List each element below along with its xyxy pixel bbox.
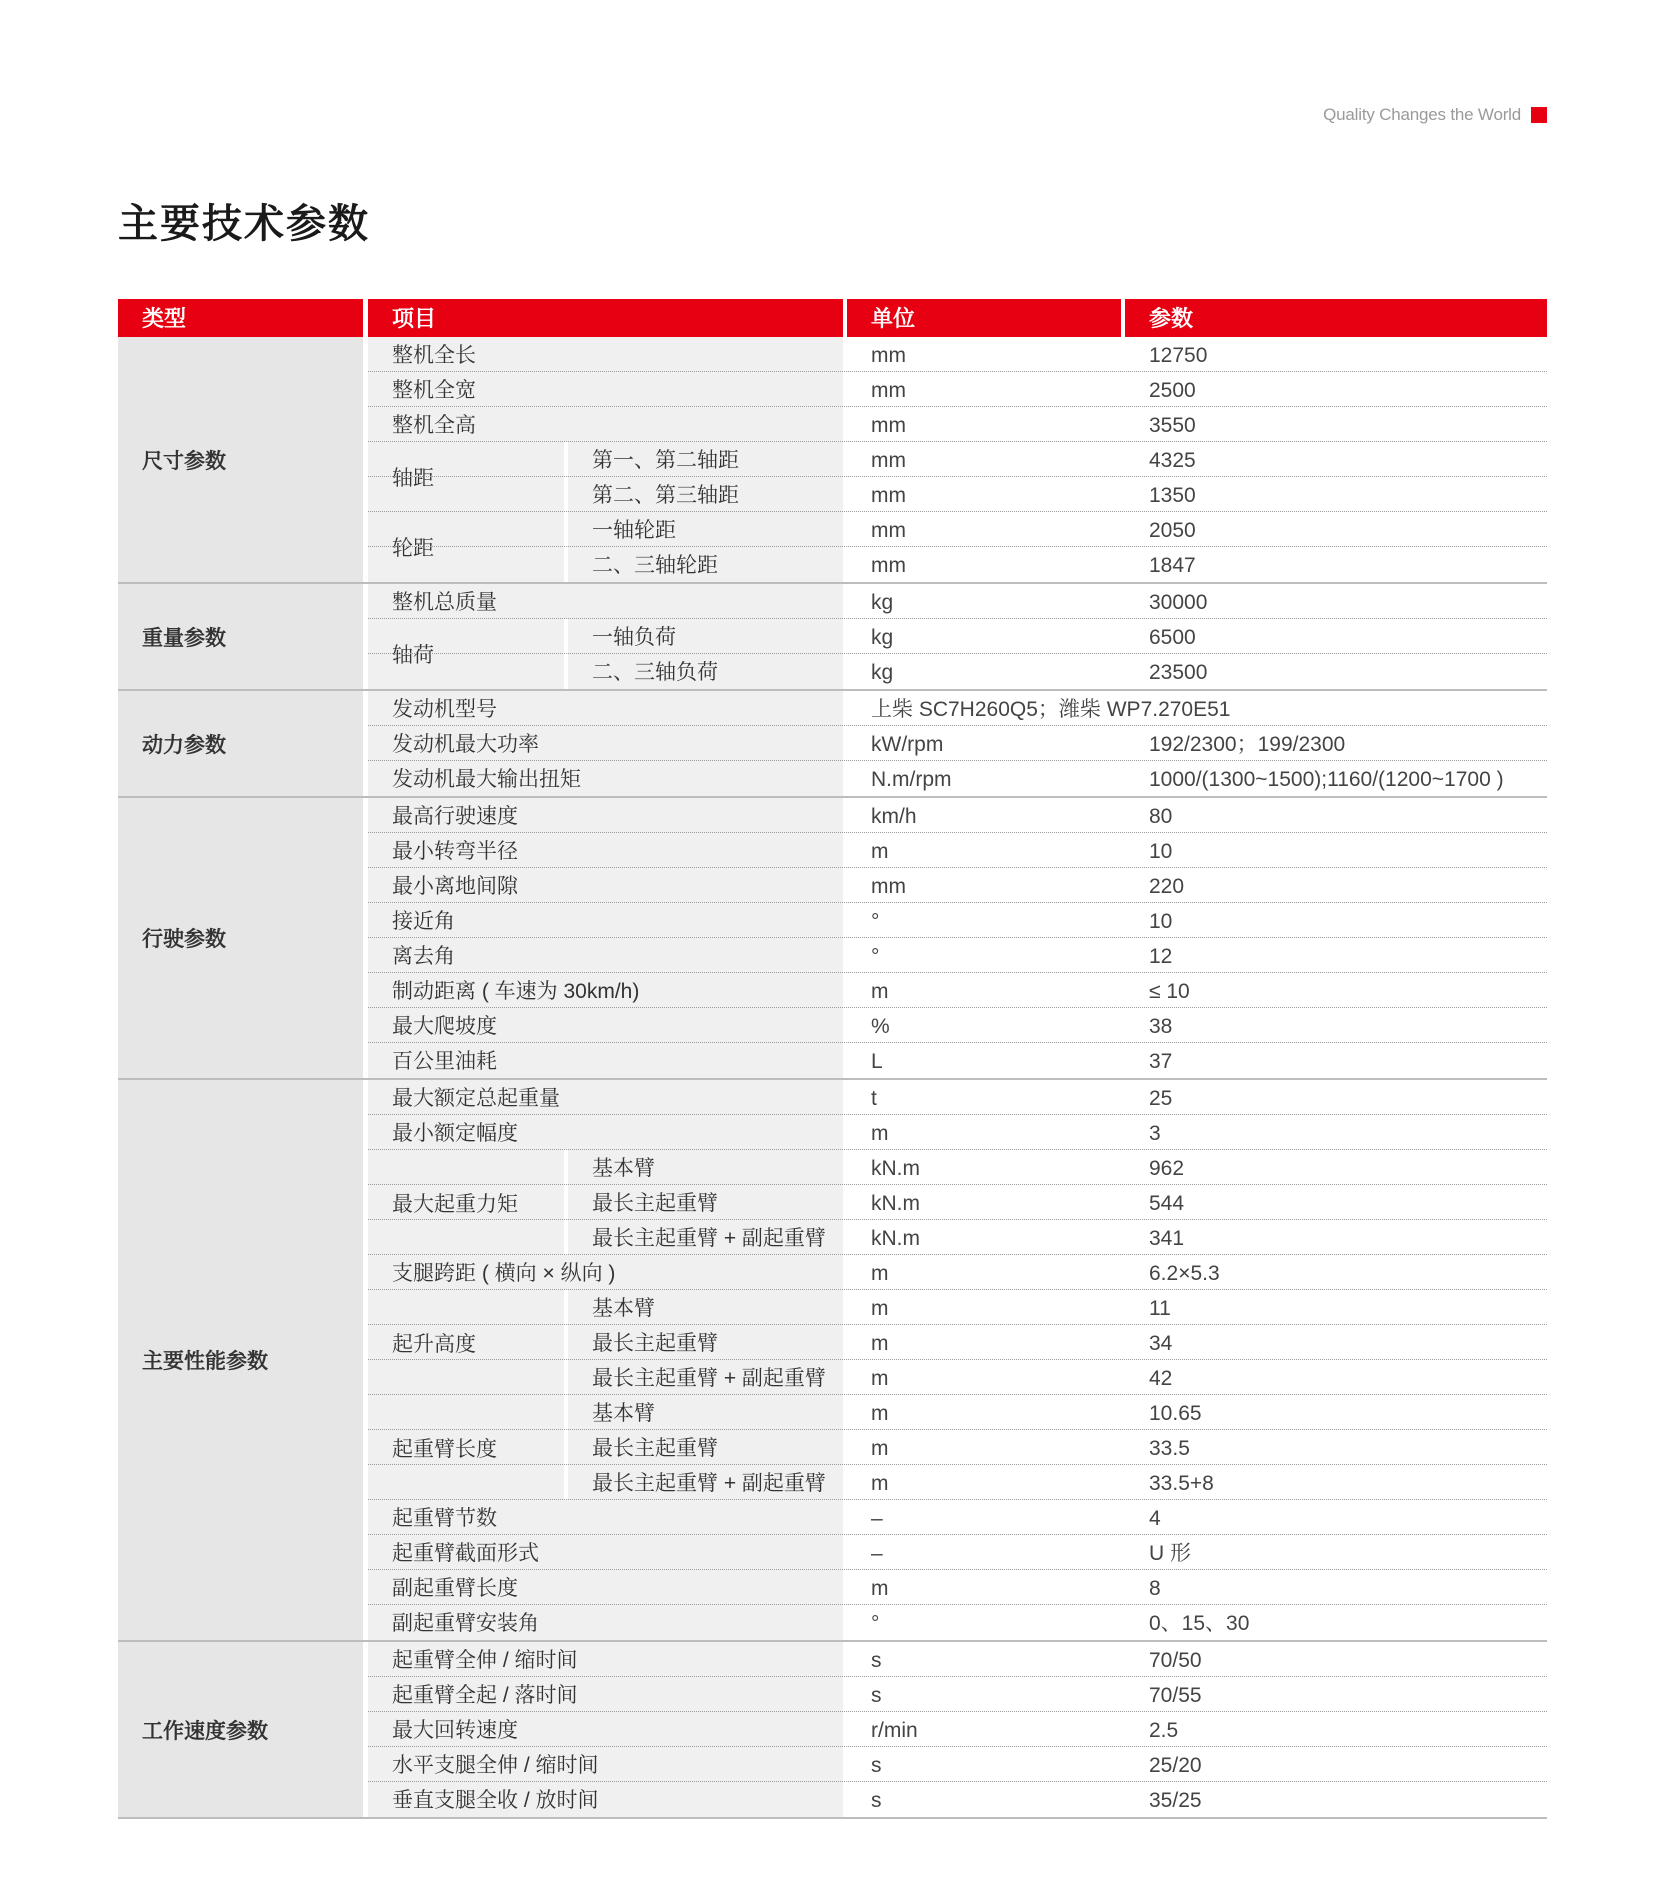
group-2 — [118, 691, 1547, 798]
value-cell: 8 — [1149, 1577, 1161, 1600]
item-cell: 最小额定幅度 — [368, 1115, 843, 1150]
item-cell: 最长主起重臂 — [568, 1430, 843, 1465]
page-title: 主要技术参数 — [118, 202, 370, 246]
unit-cell: kg — [871, 591, 894, 614]
unit-cell: L — [871, 1050, 883, 1073]
value-cell: 10 — [1149, 910, 1173, 933]
header-item: 项目 — [368, 299, 843, 337]
table-row — [368, 654, 1547, 689]
item-cell: 第一、第二轴距 — [568, 442, 843, 477]
item-cell: 基本臂 — [568, 1290, 843, 1325]
unit-cell: ° — [871, 945, 880, 968]
table-row — [368, 1185, 1547, 1220]
group-label: 行驶参数 — [118, 798, 363, 1078]
unit-cell: mm — [871, 449, 906, 472]
value-cell: 2050 — [1149, 519, 1196, 542]
value-cell: 962 — [1149, 1157, 1185, 1180]
value-cell: 23500 — [1149, 661, 1208, 684]
item-cell: 最长主起重臂 — [568, 1185, 843, 1220]
group-body — [368, 1642, 1547, 1817]
table-row — [368, 973, 1547, 1008]
value-cell: 80 — [1149, 805, 1173, 828]
table-row — [368, 1430, 1547, 1465]
subgroup-label: 起重臂长度 — [368, 1395, 564, 1500]
item-cell: 一轴轮距 — [568, 512, 843, 547]
value-cell: 3 — [1149, 1122, 1161, 1145]
group-1 — [118, 584, 1547, 691]
table-body — [118, 337, 1547, 1819]
subgroup-label: 起升高度 — [368, 1290, 564, 1395]
table-row — [368, 938, 1547, 973]
value-cell: 25/20 — [1149, 1754, 1202, 1777]
value-cell: 4325 — [1149, 449, 1196, 472]
item-cell: 二、三轴负荷 — [568, 654, 843, 689]
item-cell: 最长主起重臂 — [568, 1325, 843, 1360]
value-cell: 341 — [1149, 1227, 1185, 1250]
tagline: Quality Changes the World — [1323, 105, 1521, 124]
item-cell: 制动距离 ( 车速为 30km/h) — [368, 973, 843, 1008]
item-cell: 起重臂节数 — [368, 1500, 843, 1535]
table-row — [368, 619, 1547, 654]
table-row — [368, 761, 1547, 796]
unit-cell: kW/rpm — [871, 733, 944, 756]
value-cell: 10 — [1149, 840, 1173, 863]
unit-cell: – — [871, 1542, 883, 1565]
unit-cell: km/h — [871, 805, 917, 828]
item-cell: 垂直支腿全收 / 放时间 — [368, 1782, 843, 1817]
unit-cell: m — [871, 980, 889, 1003]
item-cell: 最长主起重臂 + 副起重臂 — [568, 1465, 843, 1500]
table-row — [368, 833, 1547, 868]
spec-table — [118, 299, 1547, 1819]
item-cell: 整机全宽 — [368, 372, 843, 407]
item-cell: 起重臂全伸 / 缩时间 — [368, 1642, 843, 1677]
unit-cell: kg — [871, 661, 894, 684]
table-row — [368, 1080, 1547, 1115]
table-row — [368, 1255, 1547, 1290]
group-5 — [118, 1642, 1547, 1819]
table-row — [368, 1782, 1547, 1817]
unit-cell: m — [871, 1262, 889, 1285]
unit-cell: m — [871, 1577, 889, 1600]
table-row — [368, 868, 1547, 903]
unit-cell: % — [871, 1015, 890, 1038]
subgroup-label: 轴距 — [368, 442, 564, 512]
value-cell: 25 — [1149, 1087, 1173, 1110]
table-row — [368, 1747, 1547, 1782]
value-cell: 6500 — [1149, 626, 1196, 649]
unit-cell: s — [871, 1684, 882, 1707]
table-row — [368, 337, 1547, 372]
group-body — [368, 337, 1547, 582]
value-cell: ≤ 10 — [1149, 980, 1190, 1003]
item-cell: 整机全长 — [368, 337, 843, 372]
item-cell: 离去角 — [368, 938, 843, 973]
table-row — [368, 547, 1547, 582]
table-row — [368, 1290, 1547, 1325]
group-0 — [118, 337, 1547, 584]
value-cell: 70/50 — [1149, 1649, 1202, 1672]
table-row — [368, 407, 1547, 442]
value-cell: 34 — [1149, 1332, 1173, 1355]
table-header — [118, 299, 1547, 337]
item-cell: 副起重臂长度 — [368, 1570, 843, 1605]
value-cell: U 形 — [1149, 1542, 1191, 1565]
table-row — [368, 584, 1547, 619]
value-cell: 544 — [1149, 1192, 1185, 1215]
group-body — [368, 1080, 1547, 1640]
table-row — [368, 1395, 1547, 1430]
group-body — [368, 584, 1547, 689]
value-cell: 70/55 — [1149, 1684, 1202, 1707]
unit-cell: m — [871, 1122, 889, 1145]
table-row — [368, 1043, 1547, 1078]
table-row — [368, 1325, 1547, 1360]
value-cell: 1000/(1300~1500);1160/(1200~1700 ) — [1149, 768, 1504, 791]
unit-cell: t — [871, 1087, 877, 1110]
table-row — [368, 477, 1547, 512]
unit-cell: mm — [871, 875, 906, 898]
item-cell: 最高行驶速度 — [368, 798, 843, 833]
item-cell: 一轴负荷 — [568, 619, 843, 654]
subgroup-label: 轮距 — [368, 512, 564, 582]
value-cell: 220 — [1149, 875, 1185, 898]
item-cell: 二、三轴轮距 — [568, 547, 843, 582]
table-row — [368, 691, 1547, 726]
unit-cell: kg — [871, 626, 894, 649]
group-body — [368, 798, 1547, 1078]
unit-cell: m — [871, 1402, 889, 1425]
brand-square-icon — [1531, 107, 1547, 123]
table-row — [368, 1712, 1547, 1747]
item-cell: 基本臂 — [568, 1150, 843, 1185]
item-cell: 最大爬坡度 — [368, 1008, 843, 1043]
unit-cell: ° — [871, 1612, 880, 1635]
table-row — [368, 1677, 1547, 1712]
value-cell: 3550 — [1149, 414, 1196, 437]
value-cell: 35/25 — [1149, 1789, 1202, 1812]
table-row — [368, 1008, 1547, 1043]
item-cell: 第二、第三轴距 — [568, 477, 843, 512]
unit-cell: kN.m — [871, 1157, 920, 1180]
unit-cell: kN.m — [871, 1192, 920, 1215]
value-cell: 2.5 — [1149, 1719, 1179, 1742]
item-cell: 发动机最大输出扭矩 — [368, 761, 843, 796]
value-cell: 12750 — [1149, 344, 1208, 367]
subgroup — [368, 1150, 1547, 1255]
subgroup — [368, 442, 1547, 512]
table-row — [368, 1535, 1547, 1570]
value-cell: 33.5+8 — [1149, 1472, 1214, 1495]
value-cell: 42 — [1149, 1367, 1173, 1390]
item-cell: 最长主起重臂 + 副起重臂 — [568, 1220, 843, 1255]
value-cell: 1847 — [1149, 554, 1196, 577]
item-cell: 基本臂 — [568, 1395, 843, 1430]
value-cell: 192/2300；199/2300 — [1149, 733, 1346, 756]
header-type: 类型 — [118, 299, 363, 337]
unit-cell: N.m/rpm — [871, 768, 952, 791]
unit-cell: m — [871, 1472, 889, 1495]
value-cell: 33.5 — [1149, 1437, 1190, 1460]
subgroup — [368, 1290, 1547, 1395]
unit-cell: s — [871, 1649, 882, 1672]
group-3 — [118, 798, 1547, 1080]
value-cell: 10.65 — [1149, 1402, 1202, 1425]
item-cell: 发动机型号 — [368, 691, 843, 726]
table-row — [368, 1605, 1547, 1640]
item-cell: 最大额定总起重量 — [368, 1080, 843, 1115]
item-cell: 百公里油耗 — [368, 1043, 843, 1078]
table-row — [368, 1115, 1547, 1150]
unit-cell: ° — [871, 910, 880, 933]
value-cell: 2500 — [1149, 379, 1196, 402]
value-cell: 37 — [1149, 1050, 1173, 1073]
table-row — [368, 1150, 1547, 1185]
span-value-cell: 上柴 SC7H260Q5；潍柴 WP7.270E51 — [871, 698, 1231, 721]
table-row — [368, 1220, 1547, 1255]
item-cell: 最长主起重臂 + 副起重臂 — [568, 1360, 843, 1395]
unit-cell: s — [871, 1789, 882, 1812]
unit-cell: mm — [871, 554, 906, 577]
item-cell: 副起重臂安装角 — [368, 1605, 843, 1640]
unit-cell: m — [871, 1437, 889, 1460]
group-label: 动力参数 — [118, 691, 363, 796]
table-row — [368, 442, 1547, 477]
unit-cell: – — [871, 1507, 883, 1530]
value-cell: 1350 — [1149, 484, 1196, 507]
group-4 — [118, 1080, 1547, 1642]
unit-cell: mm — [871, 414, 906, 437]
table-row — [368, 1570, 1547, 1605]
subgroup — [368, 1395, 1547, 1500]
header-unit: 单位 — [847, 299, 1121, 337]
table-row — [368, 372, 1547, 407]
value-cell: 12 — [1149, 945, 1173, 968]
unit-cell: m — [871, 840, 889, 863]
item-cell: 接近角 — [368, 903, 843, 938]
value-cell: 38 — [1149, 1015, 1173, 1038]
value-cell: 11 — [1149, 1297, 1171, 1320]
value-cell: 6.2×5.3 — [1149, 1262, 1220, 1285]
group-label: 工作速度参数 — [118, 1642, 363, 1817]
table-row — [368, 726, 1547, 761]
subgroup-label: 最大起重力矩 — [368, 1150, 564, 1255]
group-label: 主要性能参数 — [118, 1080, 363, 1640]
value-cell: 0、15、30 — [1149, 1612, 1250, 1635]
subgroup — [368, 619, 1547, 689]
item-cell: 最大回转速度 — [368, 1712, 843, 1747]
unit-cell: m — [871, 1297, 889, 1320]
table-row — [368, 1360, 1547, 1395]
item-cell: 起重臂全起 / 落时间 — [368, 1677, 843, 1712]
table-row — [368, 1500, 1547, 1535]
unit-cell: kN.m — [871, 1227, 920, 1250]
subgroup — [368, 512, 1547, 582]
value-cell: 4 — [1149, 1507, 1161, 1530]
table-row — [368, 512, 1547, 547]
item-cell: 发动机最大功率 — [368, 726, 843, 761]
item-cell: 最小转弯半径 — [368, 833, 843, 868]
item-cell: 整机总质量 — [368, 584, 843, 619]
unit-cell: mm — [871, 484, 906, 507]
unit-cell: m — [871, 1367, 889, 1390]
item-cell: 起重臂截面形式 — [368, 1535, 843, 1570]
value-cell: 30000 — [1149, 591, 1208, 614]
table-row — [368, 798, 1547, 833]
unit-cell: r/min — [871, 1719, 918, 1742]
unit-cell: mm — [871, 379, 906, 402]
group-label: 重量参数 — [118, 584, 363, 689]
item-cell: 最小离地间隙 — [368, 868, 843, 903]
table-row — [368, 903, 1547, 938]
unit-cell: mm — [871, 344, 906, 367]
item-cell: 水平支腿全伸 / 缩时间 — [368, 1747, 843, 1782]
group-body — [368, 691, 1547, 796]
group-label: 尺寸参数 — [118, 337, 363, 582]
unit-cell: m — [871, 1332, 889, 1355]
subgroup-label: 轴荷 — [368, 619, 564, 689]
header-value: 参数 — [1125, 299, 1547, 337]
unit-cell: mm — [871, 519, 906, 542]
table-row — [368, 1465, 1547, 1500]
unit-cell: s — [871, 1754, 882, 1777]
item-cell: 整机全高 — [368, 407, 843, 442]
table-row — [368, 1642, 1547, 1677]
item-cell: 支腿跨距 ( 横向 × 纵向 ) — [368, 1255, 843, 1290]
